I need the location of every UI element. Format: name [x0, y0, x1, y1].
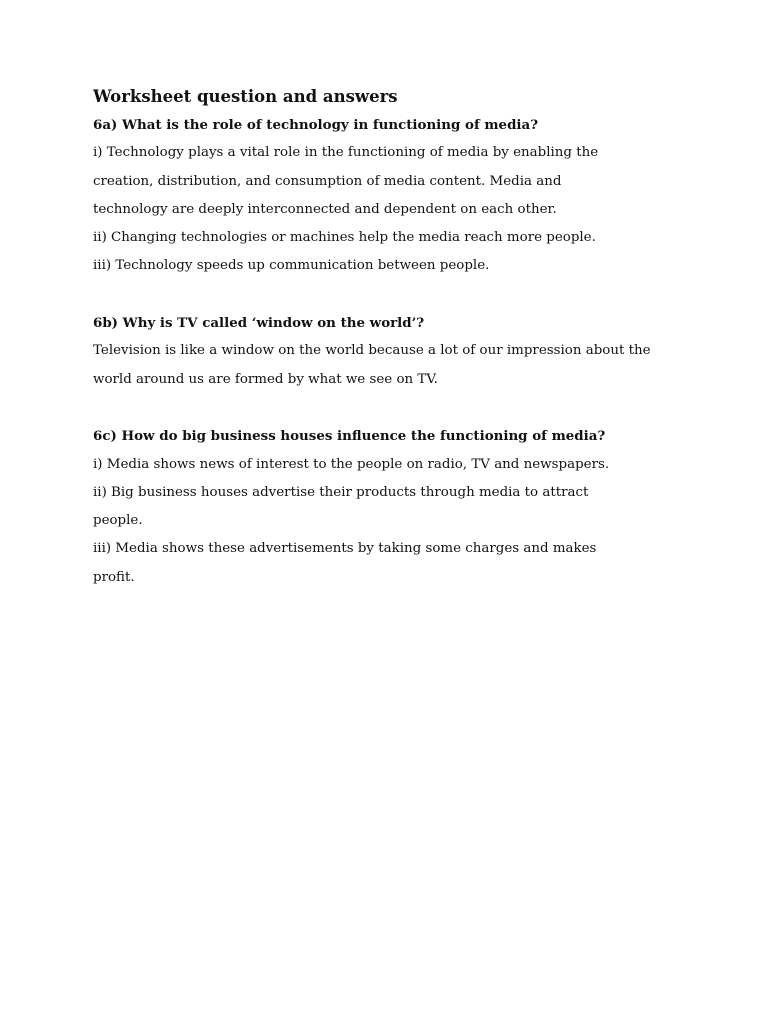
answer-line: ii) Changing technologies or machines help the media reach more people.	[93, 230, 596, 246]
answer-line: profit.	[93, 569, 135, 585]
answer-line: world around us are formed by what we see on TV.	[93, 371, 438, 387]
section-spacer	[93, 394, 693, 422]
question-6c: 6c) How do big business houses influence the functioning of media?	[93, 428, 606, 445]
answer-line: Television is like a window on the world because a lot of our impression about the	[93, 343, 651, 359]
question-6a: 6a) What is the role of technology in functioning of media?	[93, 117, 539, 133]
answer-line: i) Technology plays a vital role in the functioning of media by enabling the	[93, 145, 599, 161]
section-6a	[93, 111, 693, 281]
answer-line: creation, distribution, and consumption of media content. Media and	[93, 173, 562, 189]
section-spacer	[93, 281, 693, 309]
question-6b: 6b) Why is TV called ‘window on the world’?	[93, 315, 425, 332]
answer-line: iii) Media shows these advertisements by taking some charges and makes	[93, 541, 597, 557]
section-6b	[93, 309, 693, 394]
answer-line: technology are deeply interconnected and dependent on each other.	[93, 201, 557, 217]
document-title: Worksheet question and answers	[93, 87, 398, 106]
answer-line: iii) Technology speeds up communication between people.	[93, 258, 490, 274]
answer-line: people.	[93, 513, 143, 529]
worksheet-page	[93, 85, 693, 592]
answer-line: ii) Big business houses advertise their products through media to attract	[93, 484, 589, 500]
section-6c	[93, 422, 693, 592]
answer-line: i) Media shows news of interest to the people on radio, TV and newspapers.	[93, 456, 610, 472]
